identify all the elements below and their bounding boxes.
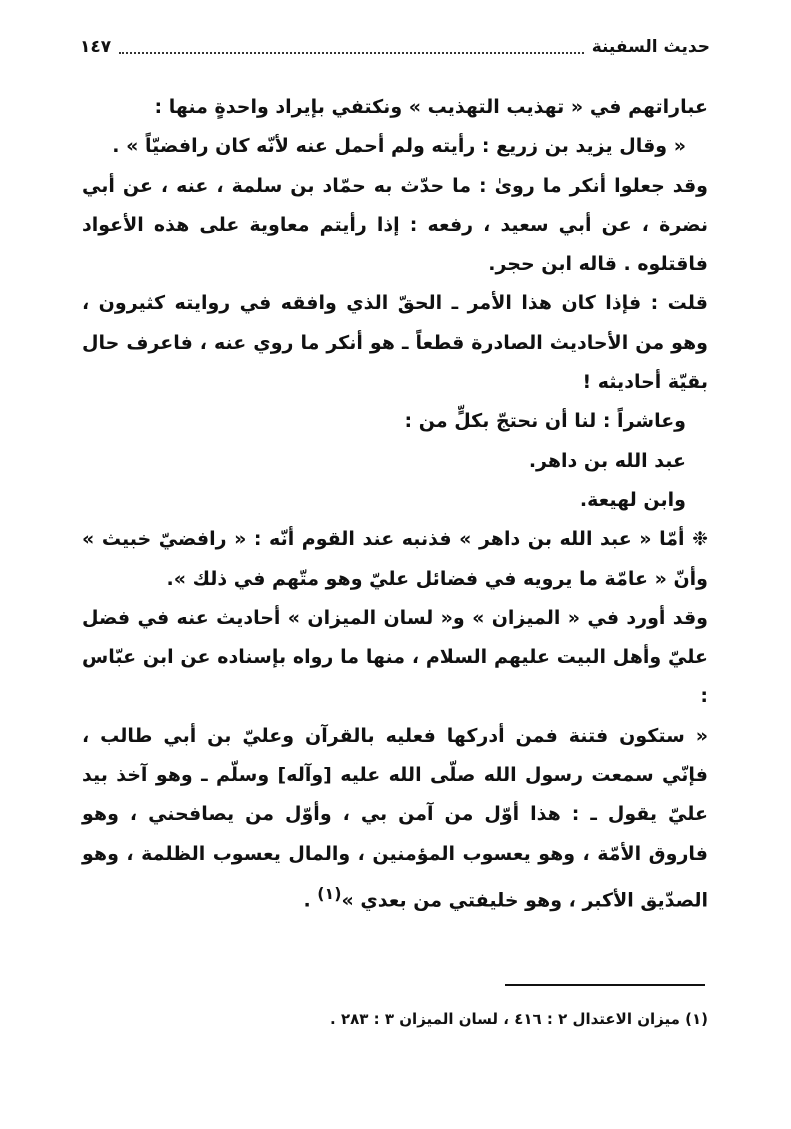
paragraph-tenth: وعاشراً : لنا أن نحتجّ بكلٍّ من : <box>404 410 686 433</box>
footnote-divider <box>505 984 705 986</box>
hadith-quote: « ستكون فتنة فمن أدركها فعليه بالقرآن وعليّ بن أبي طالب ، فإنّي سمعت رسول الله صلّى الله عليه [وآله] وسلّم ـ وهو آخذ بيد عليّ يقول ـ : هذا أوّل من آمن بي ، وأوّل من يصافحني ، وهو فاروق الأمّة ، وهو يعسوب المؤمنين ، والمال يعسوب الظلمة ، وهو الصدّيق الأكبر ، وهو خليفتي من بعدي »$^{(١)}$ . <box>82 724 708 912</box>
hadith-text: « ستكون فتنة فمن أدركها فعليه بالقرآن وعليّ بن أبي طالب ، فإنّي سمعت رسول الله صلّى الله عليه [وآله] وسلّم ـ وهو آخذ بيد عليّ يقول ـ : هذا أوّل من آمن بي ، وأوّل من يصافحني ، وهو فاروق الأمّة ، وهو يعسوب المؤمنين ، والمال يعسوب الظلمة ، وهو الصدّيق الأكبر ، وهو خليفتي من بعدي » <box>82 724 708 912</box>
paragraph-mizan: وقد أورد في « الميزان » و« لسان الميزان » أحاديث عنه في فضل عليّ وأهل البيت عليهم السلام ، منها ما رواه بإسناده عن ابن عبّاس : <box>82 606 708 708</box>
qult-text: فإذا كان هذا الأمر ـ الحقّ الذي وافقه في روايته كثيرون ، وهو من الأحاديث الصادرة قطعاً ـ هو أنكر ما روي عنه ، فاعرف حال بقيّة أحاديثه ! <box>82 292 708 394</box>
paragraph-amma <box>82 520 708 599</box>
page-header <box>80 34 710 60</box>
qult-label: قلت : <box>650 292 708 315</box>
footnote-marker: (١) <box>317 883 342 903</box>
running-title: حديث السفينة <box>591 37 710 57</box>
amma-text: أمّا « عبد الله بن داهر » فذنبه عند القوم أنّه : « رافضيّ خبيث » وأنّ « عامّة ما يرويه في فضائل عليّ وهو متّهم في ذلك ». <box>82 528 708 590</box>
paragraph-3: وقد جعلوا أنكر ما روىٰ : ما حدّث به حمّاد بن سلمة ، عنه ، عن أبي نضرة ، عن أبي سعيد ، رفعه : إذا رأيتم معاوية على هذه الأعواد فاقتلوه . قاله ابن حجر. <box>82 174 708 276</box>
main-text <box>82 88 708 921</box>
footnote: (١) ميزان الاعتدال ٢ : ٤١٦ ، لسان الميزان ٣ : ٢٨٣ . <box>330 1010 708 1028</box>
star-ornament: ❉ <box>692 528 708 551</box>
narrator-2: وابن لهيعة. <box>579 488 686 511</box>
quote-yazid: « وقال يزيد بن زريع : رأيته ولم أحمل عنه لأنّه كان رافضيّاً » . <box>112 135 686 158</box>
paragraph-qult <box>82 284 708 402</box>
page-number: ١٤٧ <box>80 37 112 57</box>
dotted-leader <box>119 40 584 54</box>
paragraph-1: عباراتهم في « تهذيب التهذيب » ونكتفي بإيراد واحدةٍ منها : <box>154 96 708 118</box>
narrator-1: عبد الله بن داهر. <box>528 449 686 472</box>
